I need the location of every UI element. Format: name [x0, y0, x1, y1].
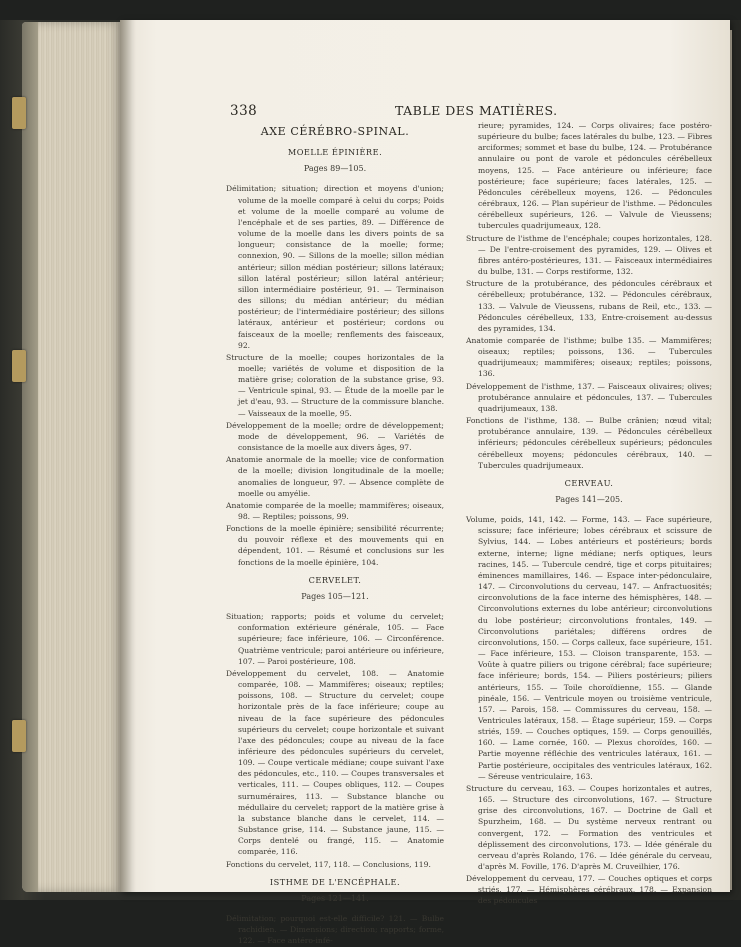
left-column	[226, 121, 444, 947]
page-range: Pages 141—205.	[555, 495, 623, 504]
page-number: 338	[230, 103, 258, 119]
right-column	[466, 120, 712, 908]
index-entry: Anatomie anormale de la moelle; vice de conformation de la moelle; division longitudinale de la moelle; anomalies de longueur, 97. — Absence complète de moelle ou amyélie.	[226, 455, 444, 498]
index-entry: Développement de la moelle; ordre de développement; mode de développement, 96. — Variétés de consistance de la moelle aux divers âges, 97.	[226, 420, 444, 453]
index-entry: Anatomie comparée de la moelle; mammifères; oiseaux, 98. — Reptiles; poissons, 99.	[226, 500, 444, 521]
index-entry: Développement du cerveau, 177. — Couches optiques et corps striés, 177. — Hémisphères cérébraux, 178. — Expansion des pédoncules	[466, 874, 712, 906]
binding-tab	[12, 720, 26, 752]
subsection-title: MOELLE ÉPINIÈRE.	[287, 147, 383, 158]
subsection-title: CERVEAU.	[564, 477, 614, 488]
index-entry: Fonctions de la moelle épinière; sensibilité récurrente; du pouvoir réflexe et des mouvements qui en dépendent, 101. — Résumé et conclusions sur les fonctions de la moelle épinière, 104.	[226, 524, 444, 567]
index-entry: Développement de l'isthme, 137. — Faisceaux olivaires; olives; protubérance annulaire et pédoncules, 137. — Tubercules quadrijumeaux, 138.	[466, 381, 712, 413]
gutter-shadow	[120, 20, 136, 892]
page-range: Pages 105—121.	[301, 591, 369, 601]
index-entry: Volume, poids, 141, 142. — Forme, 143. — Face supérieure, scissure; face inférieure; lobes cérébraux et scissure de Sylvius, 144. — Lobes antérieurs et postérieurs; bords externe, interne; ligne médiane; nerfs optiques, leurs racines, 145. — Tubercule cendré, tige et corps pituitaires; éminences mamillaires, 146. — Espace inter-pédonculaire, 147. — Circonvolutions du cerveau, 147. — Anfractuosités; circonvolutions de la face interne des hémisphères, 148. — Circonvolutions externes du lobe antérieur; circonvolutions du lobe postérieur; circonvolutions frontales, 149. — Circonvolutions pariétales; différens ordres de circonvolutions, 150. — Corps calleux, face supérieure, 151. — Face inférieure, 153. — Cloison transparente, 153. — Voûte à quatre piliers ou trigone cérébral; face supérieure; face inférieure; bords, 154. — Piliers postérieurs; piliers antérieurs, 155. — Toile choroïdienne, 155. — Glande pinéale, 156. — Ventricule moyen ou troisième ventricule, 157. — Parois, 158. — Commissures du cerveau, 158. — Ventricules latéraux, 158. — Étage supérieur, 159. — Corps striés, 159. — Couches optiques, 159. — Corps genouillés, 160. — Lame cornée, 160. — Plexus choroïdes, 160. — Partie moyenne réfléchie des ventricules latéraux, 161. — Partie postérieure, occipitales des ventricules latéraux, 162. — Séreuse ventriculaire, 163.	[466, 515, 712, 781]
subsection-title: ISTHME DE L'ENCÉPHALE.	[269, 876, 401, 887]
index-entry: Structure du cerveau, 163. — Coupes horizontales et autres, 165. — Structure des circonvolutions, 167. — Structure grise des circonvolutions, 167. — Doctrine de Gall et Spurzheim, 168. — Du système nerveux rentrant ou convergent, 172. — Formation des ventricules et déplissement des circonvolutions, 173. — Idée générale du cerveau d'après Rolando, 176. — Idée générale du cerveau, d'après M. Foville, 176. D'après M. Cruveilhier, 176.	[466, 783, 712, 871]
page-range: Pages 121—141.	[301, 893, 369, 903]
index-entry: Fonctions de l'isthme, 138. — Bulbe crânien; nœud vital; protubérance annulaire, 139. — Pédoncules cérébelleux inférieurs; pédoncules cérébelleux supérieurs; pédoncules cérébelleux moyens; pédoncules cérébraux, 140. — Tubercules quadrijumeaux.	[466, 416, 712, 470]
index-entry: Fonctions du cervelet, 117, 118. — Conclusions, 119.	[226, 859, 431, 869]
binding-tab	[12, 350, 26, 382]
spine-edge	[22, 22, 38, 892]
index-entry: Structure de la protubérance, des pédoncules cérébraux et cérébelleux; protubérance, 132. — Pédoncules cérébraux, 133. — Valvule de Vieussens, rubans de Reil, etc., 133. — Pédoncules cérébelleux, 133, Entre-croisement au-dessus des pyramides, 134.	[466, 279, 712, 333]
binding-tab	[12, 97, 26, 129]
index-entry: Développement du cervelet, 108. — Anatomie comparée, 108. — Mammifères; oiseaux; reptiles; poissons, 108. — Structure du cervelet; coupe horizontale près de la face inférieure; coupe au niveau de la face supérieure des pédoncules supérieurs du cervelet; coupe horizontale et suivant l'axe des pédoncules; coupe au niveau de la face inférieure des pédoncules supérieurs du cervelet, 109. — Coupe verticale médiane; coupe suivant l'axe des pédoncules, etc., 110. — Coupes transversales et verticales, 111. — Coupes obliques, 112. — Coupes surnuméraires, 113. — Substance blanche ou médullaire du cervelet; rapport de la matière grise à la substance blanche dans le cervelet, 114. — Substance grise, 114. — Substance jaune, 115. — Corps dentelé ou frangé, 115. — Anatomie comparée, 116.	[226, 668, 444, 857]
subsection-title: CERVELET.	[308, 574, 362, 585]
running-title: TABLE DES MATIÈRES.	[395, 103, 558, 118]
section-title: AXE CÉRÉBRO-SPINAL.	[260, 125, 410, 138]
index-entry: Structure de la moelle; coupes horizontales de la moelle; variétés de volume et disposition de la matière grise; coloration de la substance grise, 93. — Ventricule spinal, 93. — Étude de la moelle par le jet d'eau, 93. — Structure de la commissure blanche. — Vaisseaux de la moelle, 95.	[226, 352, 444, 418]
index-entry: Structure de l'isthme de l'encéphale; coupes horizontales, 128. — De l'entre-croisement des pyramides, 129. — Olives et fibres antéro-postérieures, 131. — Faisceaux intermédiaires du bulbe, 131. — Corps restiforme, 132.	[466, 233, 712, 277]
index-entry: Anatomie comparée de l'isthme; bulbe 135. — Mammifères; oiseaux; reptiles; poissons, 136. — Tubercules quadrijumeaux; mammifères; oiseaux; reptiles; poissons, 136.	[466, 335, 712, 379]
index-entry-continued: rieure; pyramides, 124. — Corps olivaires; face postéro-supérieure du bulbe; faces latérales du bulbe, 123. — Fibres arciformes; sommet et base du bulbe, 124. — Protubérance annulaire ou pont de varole et pédoncules cérébelleux moyens, 125. — Face antérieure ou inférieure; face postérieure; face supérieure; faces latérales, 125. — Pédoncules cérébelleux moyens, 126. — Pédoncules cérébraux, 126. — Plan supérieur de l'isthme. — Pédoncules cérébelleux supérieurs, 126. — Valvule de Vieussens; tubercules quadrijumeaux, 128.	[478, 121, 712, 231]
index-entry: Situation; rapports; poids et volume du cervelet; conformation extérieure générale, 105. — Face supérieure; face inférieure, 106. — Circonférence. Quatrième ventricule; paroi antérieure ou inférieure, 107. — Paroi postérieure, 108.	[226, 612, 444, 666]
index-entry: Délimitation; pourquoi est-elle difficile? 121. — Bulbe rachidien. — Dimensions; direction; rapports; forme, 122. — Face antéro-infé-	[226, 914, 444, 946]
page-range: Pages 89—105.	[303, 164, 367, 174]
index-entry: Délimitation; situation; direction et moyens d'union; volume de la moelle comparé à celui du corps; Poids et volume de la moelle comparé au volume de l'encéphale et de ses parties, 89. — Différence de volume de la moelle dans les divers points de sa longueur; consistance de la moelle; forme; connexion, 90. — Sillons de la moelle; sillon médian antérieur; sillon médian postérieur; sillons latéraux; sillon latéral postérieur; sillon latéral antérieur; sillon intermédiaire postérieur, 91. — Terminaison des sillons; du médian antérieur; du médian postérieur; de l'intermédiaire postérieur; des sillons latéraux, antérieur et postérieur; cordons ou faisceaux de la moelle; renflements des faisceaux, 92.	[226, 184, 444, 350]
